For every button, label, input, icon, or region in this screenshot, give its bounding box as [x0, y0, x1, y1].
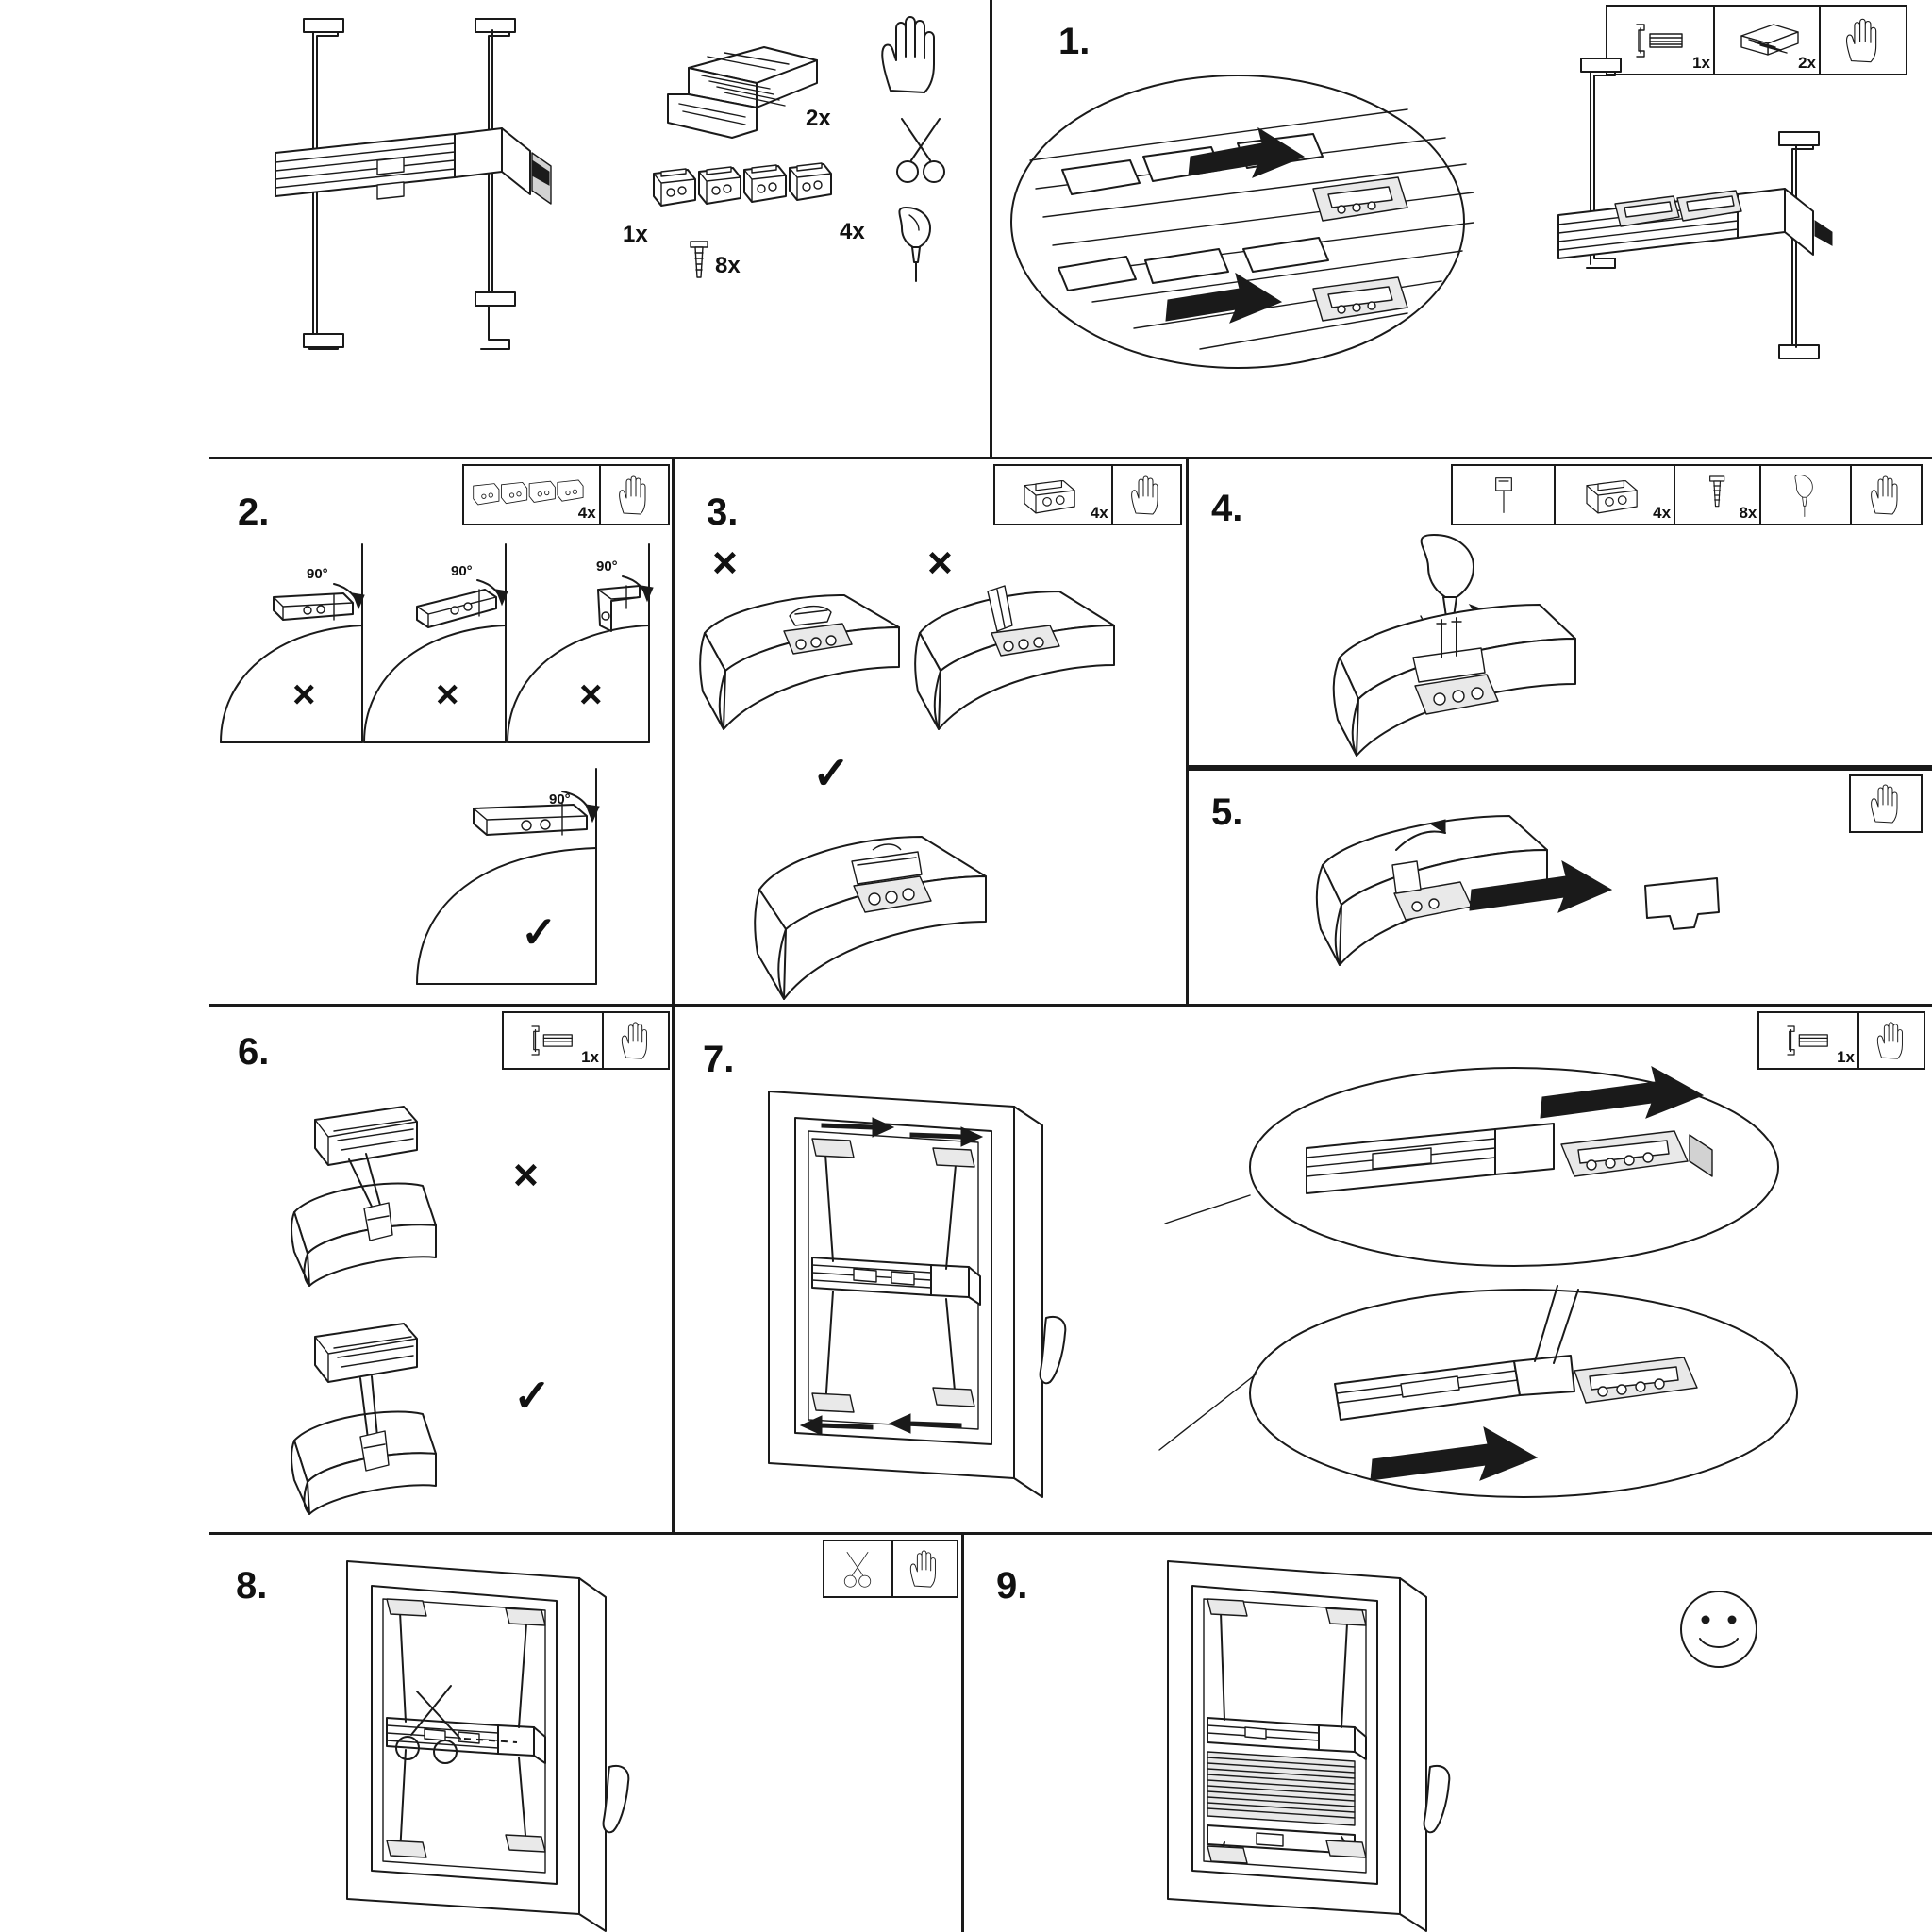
tool-tension-clip-qty: 2x: [1798, 54, 1816, 72]
step-3-wrong-2: [893, 563, 1129, 761]
step-6-number: 6.: [238, 1031, 270, 1073]
tool-bracket-clip-qty: 4x: [1653, 504, 1672, 522]
step-6-mark-correct: ✓: [513, 1372, 552, 1422]
step-2-angle-4: 90°: [549, 791, 571, 808]
tool-hand: [891, 1541, 957, 1596]
step-4-number: 4.: [1211, 488, 1243, 529]
step-7-tools: [1757, 1011, 1925, 1070]
step-2-number: 2.: [238, 491, 270, 533]
step-6-mark-wrong: ×: [513, 1150, 539, 1199]
step-6-wrong: [266, 1091, 549, 1299]
step-7-number: 7.: [703, 1039, 735, 1080]
hand-icon: [870, 11, 953, 98]
tool-blind-rail: [1759, 1013, 1857, 1068]
parts-qty-bracket-clip: 4x: [840, 219, 865, 244]
step-2-correct-case: [360, 761, 643, 997]
panel-step-1: [992, 0, 1932, 459]
tool-screw-qty: 8x: [1739, 504, 1757, 522]
parts-qty-blind: 1x: [623, 222, 648, 247]
step-8-window: [313, 1554, 709, 1931]
step-2-angle-3: 90°: [596, 558, 618, 575]
tool-scissors: [824, 1541, 891, 1596]
step-9-number: 9.: [996, 1565, 1028, 1607]
tool-hand: [1111, 466, 1180, 524]
panel-step-5: [1189, 768, 1932, 1007]
step-3-mark-correct: ✓: [812, 749, 851, 799]
step-3-wrong-1: [686, 573, 912, 761]
step-9-window: [1134, 1554, 1549, 1931]
step-3-correct: [741, 799, 1024, 1025]
step-3-tools: [993, 464, 1182, 525]
tool-hand: [1857, 1013, 1924, 1068]
tool-blind-rail-qty: 1x: [581, 1048, 599, 1066]
tension-clip-icon: [651, 28, 830, 151]
scissors-icon: [887, 111, 955, 187]
tool-bracket-clip-qty: 4x: [1090, 504, 1108, 522]
step-3-mark-wrong-2: ×: [927, 538, 953, 587]
step-2-wrong-cases: [221, 535, 655, 761]
screwdriver-icon: [881, 200, 955, 287]
step-2-mark-wrong-3: ×: [579, 672, 603, 716]
step-5-drawing: [1283, 799, 1811, 1002]
panel-step-6: [209, 1007, 675, 1535]
tool-screw: [1674, 466, 1759, 524]
parts-qty-tension-clip: 2x: [806, 106, 831, 131]
tool-hand: [1850, 466, 1921, 524]
panel-parts-overview: [209, 0, 992, 459]
step-7-callouts: [1184, 1063, 1920, 1507]
tool-hand: [599, 466, 668, 524]
step-2-mark-correct: ✓: [521, 908, 558, 957]
panel-step-4: [1189, 459, 1932, 768]
step-4-tools: [1451, 464, 1923, 525]
step-8-tools: [823, 1540, 958, 1598]
bracket-clip-row-icon: [648, 160, 846, 226]
screw-icon: [681, 236, 719, 292]
step-8-number: 8.: [236, 1565, 268, 1607]
step-5-number: 5.: [1211, 791, 1243, 833]
step-9-smiley-icon: [1674, 1584, 1764, 1674]
step-2-angle-2: 90°: [451, 563, 473, 579]
step-7-window: [731, 1082, 1184, 1497]
step-6-correct: [266, 1308, 552, 1525]
tool-screwdriver-bit: [1453, 466, 1554, 524]
tool-blind-rail: [504, 1013, 602, 1068]
tool-bracket-clip-qty: 4x: [577, 504, 596, 522]
tool-blind-rail-qty: 1x: [1692, 54, 1710, 72]
step-5-tools: [1849, 774, 1923, 833]
panel-step-2: [209, 459, 675, 1007]
parts-qty-screw: 8x: [715, 253, 741, 278]
step-2-mark-wrong-1: ×: [292, 672, 316, 716]
step-3-number: 3.: [707, 491, 739, 533]
tool-bracket-clip: [1554, 466, 1674, 524]
tool-hand: [1851, 776, 1921, 831]
step-3-mark-wrong-1: ×: [712, 538, 738, 587]
step-4-drawing: [1302, 525, 1698, 761]
step-1-detail-callout: [1002, 66, 1492, 377]
panel-step-7: [675, 1007, 1932, 1535]
step-2-angle-1: 90°: [307, 566, 328, 582]
step-2-tools: [462, 464, 670, 525]
step-1-assembly: [1502, 45, 1898, 441]
tool-blind-rail-qty: 1x: [1837, 1048, 1855, 1066]
tool-screwdriver: [1759, 466, 1849, 524]
tool-bracket-clip-row: [464, 466, 599, 524]
tool-bracket-clip: [995, 466, 1111, 524]
step-1-number: 1.: [1058, 21, 1091, 62]
panel-step-3: [675, 459, 1189, 1007]
tool-hand: [602, 1013, 668, 1068]
panel-step-8: [209, 1535, 964, 1932]
step-6-tools: [502, 1011, 670, 1070]
panel-step-9: [964, 1535, 1932, 1932]
step-2-mark-wrong-2: ×: [436, 672, 459, 716]
blind-assembly-icon: [219, 9, 615, 387]
